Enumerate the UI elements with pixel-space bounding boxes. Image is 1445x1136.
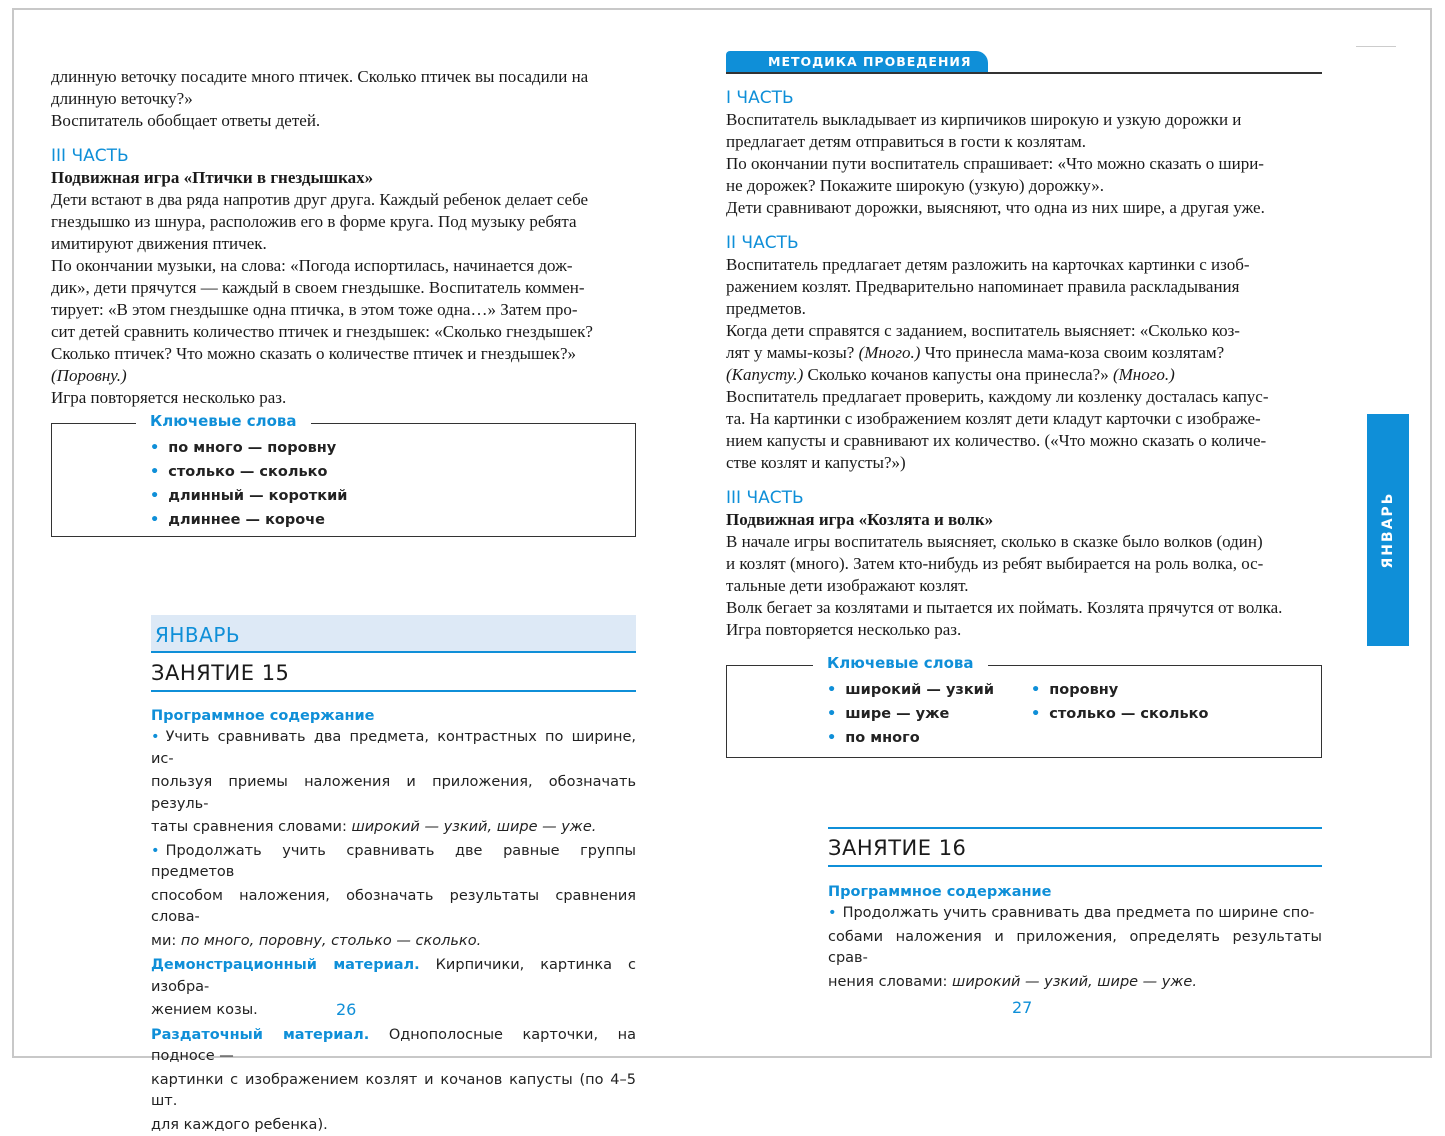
keyword-item: • по много — поровну bbox=[150, 436, 347, 460]
lesson-rule bbox=[151, 690, 636, 692]
lesson-16-content bbox=[828, 881, 1322, 993]
text-line: По окончании пути воспитатель спрашивает: «Что можно сказать о шири- bbox=[726, 153, 1322, 175]
program-item: • Учить сравнивать два предмета, контрастных по ширине, ис- bbox=[151, 727, 636, 770]
text-line: и козлят (много). Затем кто-нибудь из ребят выбирается на роль волка, ос- bbox=[726, 553, 1322, 575]
month-band bbox=[151, 615, 636, 653]
program-item: • Продолжать учить сравнивать две равные группы предметов bbox=[151, 841, 636, 884]
program-heading: Программное содержание bbox=[151, 705, 636, 727]
text-line: предлагает детям отправиться в гости к козлятам. bbox=[726, 131, 1322, 153]
text-line: Дети встают в два ряда напротив друг друга. Каждый ребенок делает себе bbox=[51, 189, 636, 211]
side-month-tab bbox=[1367, 414, 1409, 646]
keywords-label: Ключевые слова bbox=[136, 410, 311, 432]
text-line: Воспитатель предлагает детям разложить на карточках картинки с изоб- bbox=[726, 254, 1322, 276]
keyword-item: • по много bbox=[827, 726, 994, 750]
text-line: сит детей сравнить количество птичек и гнездышек: «Сколько гнездышек? bbox=[51, 321, 636, 343]
text-line: та. На картинки с изображением козлят дети кладут карточки с изображе- bbox=[726, 408, 1322, 430]
keyword-item: • поровну bbox=[1031, 678, 1208, 702]
lesson-title: ЗАНЯТИЕ 16 bbox=[828, 836, 966, 860]
keyword-item: • длинный — короткий bbox=[150, 484, 347, 508]
keyword-item: • широкий — узкий bbox=[827, 678, 994, 702]
text-line: Воспитатель предлагает проверить, каждому ли козленку досталась капус- bbox=[726, 386, 1322, 408]
game-title: Подвижная игра «Козлята и волк» bbox=[726, 509, 1322, 531]
text-line: В начале игры воспитатель выясняет, сколько в сказке было волков (один) bbox=[726, 531, 1322, 553]
text-line: ми: по много, поровну, столько — сколько. bbox=[151, 931, 636, 953]
page-number-right: 27 bbox=[1012, 998, 1032, 1017]
part1-heading: I ЧАСТЬ bbox=[726, 87, 1322, 109]
corner-mark bbox=[1356, 46, 1396, 47]
program-heading: Программное содержание bbox=[828, 881, 1322, 903]
text-line: жением козы. bbox=[151, 1000, 636, 1022]
keyword-item: • столько — сколько bbox=[150, 460, 347, 484]
text-line: Воспитатель выкладывает из кирпичиков широкую и узкую дорожки и bbox=[726, 109, 1322, 131]
right-page-text bbox=[726, 87, 1322, 641]
lesson-title: ЗАНЯТИЕ 15 bbox=[151, 661, 289, 685]
text-line: для каждого ребенка). bbox=[151, 1115, 636, 1136]
keyword-item: • длиннее — короче bbox=[150, 508, 347, 532]
keywords-box bbox=[51, 423, 636, 537]
text-line: нения словами: широкий — узкий, шире — уже. bbox=[828, 972, 1322, 994]
keywords-list-col2 bbox=[1031, 678, 1208, 726]
lesson-rule-top bbox=[828, 827, 1322, 829]
text-line: длинную веточку посадите много птичек. Сколько птичек вы посадили на bbox=[51, 66, 636, 88]
text-line: Когда дети справятся с заданием, воспитатель выясняет: «Сколько коз- bbox=[726, 320, 1322, 342]
text-line: тальные дети изображают козлят. bbox=[726, 575, 1322, 597]
text-line: Игра повторяется несколько раз. bbox=[51, 387, 636, 409]
text-line: длинную веточку?» bbox=[51, 88, 636, 110]
text-line: картинки с изображением козлят и кочанов капусты (по 4–5 шт. bbox=[151, 1070, 636, 1113]
text-line: тирует: «В этом гнездышке одна птичка, в этом тоже одна…» Затем про- bbox=[51, 299, 636, 321]
bullet-icon: • bbox=[151, 729, 160, 745]
handout-material: Раздаточный материал. Однополосные карточки, на подносе — bbox=[151, 1024, 636, 1068]
keywords-list bbox=[150, 436, 347, 532]
text-line: собами наложения и приложения, определять результаты срав- bbox=[828, 927, 1322, 970]
text-line: ражением козлят. Предварительно напоминает правила раскладывания bbox=[726, 276, 1322, 298]
text-line: гнездышко из шнура, расположив его в форме круга. Под музыку ребята bbox=[51, 211, 636, 233]
keyword-item: • шире — уже bbox=[827, 702, 994, 726]
lesson-15-content bbox=[151, 705, 636, 1136]
lesson-rule bbox=[828, 865, 1322, 867]
text-line: способом наложения, обозначать результаты сравнения слова- bbox=[151, 886, 636, 929]
method-tab-label: МЕТОДИКА ПРОВЕДЕНИЯ bbox=[768, 54, 972, 69]
demo-material: Демонстрационный материал. Кирпичики, картинка с изобра- bbox=[151, 954, 636, 998]
part3-heading: III ЧАСТЬ bbox=[51, 145, 636, 167]
page-number-left: 26 bbox=[336, 1000, 356, 1019]
text-line: Игра повторяется несколько раз. bbox=[726, 619, 1322, 641]
text-line: (Поровну.) bbox=[51, 365, 636, 387]
left-page-top-text bbox=[51, 66, 636, 409]
keywords-list-col1 bbox=[827, 678, 994, 750]
method-rule bbox=[726, 72, 1322, 74]
text-line: Волк бегает за козлятами и пытается их поймать. Козлята прячутся от волка. bbox=[726, 597, 1322, 619]
text-line: таты сравнения словами: широкий — узкий, шире — уже. bbox=[151, 817, 636, 839]
side-month-label: ЯНВАРЬ bbox=[1380, 492, 1396, 569]
text-line: имитируют движения птичек. bbox=[51, 233, 636, 255]
part2-heading: II ЧАСТЬ bbox=[726, 232, 1322, 254]
text-line: Воспитатель обобщает ответы детей. bbox=[51, 110, 636, 132]
program-item: • Продолжать учить сравнивать два предмета по ширине спо- bbox=[828, 903, 1322, 925]
text-line: предметов. bbox=[726, 298, 1322, 320]
text-line: пользуя приемы наложения и приложения, обозначать резуль- bbox=[151, 772, 636, 815]
method-tab bbox=[726, 51, 988, 73]
text-line: дик», дети прячутся — каждый в своем гнездышке. Воспитатель коммен- bbox=[51, 277, 636, 299]
text-line: лят у мамы-козы? (Много.) Что принесла мама-коза своим козлятам? bbox=[726, 342, 1322, 364]
bullet-icon: • bbox=[828, 905, 837, 921]
text-line: (Капусту.) Сколько кочанов капусты она принесла?» (Много.) bbox=[726, 364, 1322, 386]
text-line: По окончании музыки, на слова: «Погода испортилась, начинается дож- bbox=[51, 255, 636, 277]
text-line: не дорожек? Покажите широкую (узкую) дорожку». bbox=[726, 175, 1322, 197]
keywords-box bbox=[726, 665, 1322, 758]
text-line: Дети сравнивают дорожки, выясняют, что одна из них шире, а другая уже. bbox=[726, 197, 1322, 219]
month-title: ЯНВАРЬ bbox=[155, 623, 240, 647]
text-line: нием капусты и сравнивают их количество. («Что можно сказать о количе- bbox=[726, 430, 1322, 452]
keywords-label: Ключевые слова bbox=[813, 652, 988, 674]
text-line: стве козлят и капусты?») bbox=[726, 452, 1322, 474]
game-title: Подвижная игра «Птички в гнездышках» bbox=[51, 167, 636, 189]
part3-heading: III ЧАСТЬ bbox=[726, 487, 1322, 509]
text-line: Сколько птичек? Что можно сказать о количестве птичек и гнездышек?» bbox=[51, 343, 636, 365]
keyword-item: • столько — сколько bbox=[1031, 702, 1208, 726]
bullet-icon: • bbox=[151, 843, 160, 859]
